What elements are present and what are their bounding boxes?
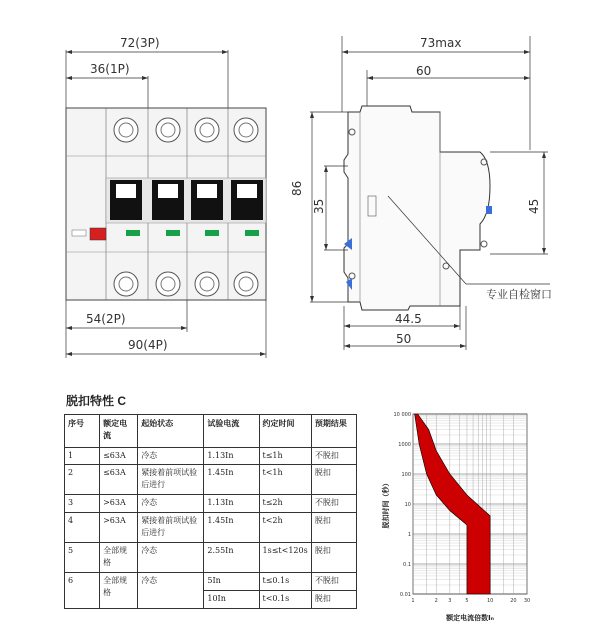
dim-50-label: 50	[396, 332, 412, 346]
y-tick-label: 0.1	[403, 562, 411, 568]
dim-45-label: 45	[527, 198, 541, 214]
table-row	[65, 465, 357, 495]
cell-current: 1.13In	[204, 495, 259, 513]
header-rated: 额定电流	[100, 415, 138, 448]
dim-54-label: 54(2P)	[86, 312, 126, 326]
cell-result: 脱扣	[311, 465, 356, 495]
cell-rated: 全部规格	[100, 573, 138, 609]
cell-state: 紧接着前项试验后进行	[138, 465, 204, 495]
cell-no: 5	[65, 543, 100, 573]
cell-rated: ≤63A	[100, 448, 138, 465]
cell-no: 1	[65, 448, 100, 465]
cell-rated: 全部规格	[100, 543, 138, 573]
y-tick-label: 100	[401, 472, 411, 478]
cell-result: 不脱扣	[311, 495, 356, 513]
x-tick-label: 5	[465, 598, 469, 604]
test-button	[90, 228, 106, 240]
table-header-row	[65, 415, 357, 448]
cell-rated: >63A	[100, 513, 138, 543]
cell-time: t≤0.1s	[259, 573, 311, 591]
cell-no: 4	[65, 513, 100, 543]
cell-time: t<1h	[259, 465, 311, 495]
trip-table	[64, 414, 357, 609]
y-tick-label: 10 000	[393, 412, 411, 418]
cell-state: 紧接着前项试验后进行	[138, 513, 204, 543]
cell-result: 脱扣	[311, 591, 356, 609]
cell-current: 1.13In	[204, 448, 259, 465]
cell-result: 不脱扣	[311, 448, 356, 465]
table-row	[65, 543, 357, 573]
chart-y-label: 脱扣时间（秒）	[382, 479, 390, 529]
x-tick-label: 2	[434, 598, 438, 604]
dim-86-label: 86	[290, 180, 304, 196]
cell-state: 冷态	[138, 495, 204, 513]
x-tick-label: 10	[486, 598, 494, 604]
cell-no: 6	[65, 573, 100, 609]
cell-current: 1.45In	[204, 465, 259, 495]
cell-no: 3	[65, 495, 100, 513]
cell-time: t<2h	[259, 513, 311, 543]
cell-state: 冷态	[138, 448, 204, 465]
y-tick-label: 1	[407, 532, 411, 538]
side-view-drawing	[290, 0, 595, 370]
y-tick-label: 10	[404, 502, 411, 508]
cell-time: t≤1h	[259, 448, 311, 465]
cell-no: 2	[65, 465, 100, 495]
header-result: 预期结果	[311, 415, 356, 448]
table-row	[65, 513, 357, 543]
y-tick-label: 1000	[398, 442, 411, 448]
front-view-drawing	[0, 0, 290, 370]
header-time: 约定时间	[259, 415, 311, 448]
header-state: 起始状态	[138, 415, 204, 448]
x-tick-label: 1	[411, 598, 415, 604]
cell-state: 冷态	[138, 573, 204, 609]
cell-rated: >63A	[100, 495, 138, 513]
cell-rated: ≤63A	[100, 465, 138, 495]
cell-current: 1.45In	[204, 513, 259, 543]
table-row	[65, 448, 357, 465]
cell-result: 脱扣	[311, 543, 356, 573]
chart-x-label: 额定电流倍数Iₙ	[446, 614, 494, 622]
x-tick-label: 3	[448, 598, 452, 604]
y-tick-label: 0.01	[399, 592, 411, 598]
window-label: 专业自检窗口	[486, 288, 552, 301]
dim-35-label: 35	[312, 198, 326, 214]
dim-73-label: 73max	[420, 36, 462, 50]
dim-44-5-label: 44.5	[395, 312, 422, 326]
table-row	[65, 573, 357, 591]
header-current: 试验电流	[204, 415, 259, 448]
dim-90-label: 90(4P)	[128, 338, 168, 352]
header-no: 序号	[65, 415, 100, 448]
x-tick-label: 20	[510, 598, 517, 604]
cell-current: 2.55In	[204, 543, 259, 573]
dim-72-label: 72(3P)	[120, 36, 160, 50]
cell-time: t≤2h	[259, 495, 311, 513]
cell-state: 冷态	[138, 543, 204, 573]
cell-time: t<0.1s	[259, 591, 311, 609]
cell-time: 1s≤t<120s	[259, 543, 311, 573]
x-tick-label: 30	[523, 598, 531, 604]
cell-result: 脱扣	[311, 513, 356, 543]
cell-current: 10In	[204, 591, 259, 609]
trip-section-title: 脱扣特性 C	[66, 394, 127, 408]
cell-current: 5In	[204, 573, 259, 591]
dim-60-label: 60	[416, 64, 432, 78]
table-row	[65, 495, 357, 513]
trip-curve-chart	[378, 402, 538, 626]
cell-result: 不脱扣	[311, 573, 356, 591]
dim-36-label: 36(1P)	[90, 62, 130, 76]
